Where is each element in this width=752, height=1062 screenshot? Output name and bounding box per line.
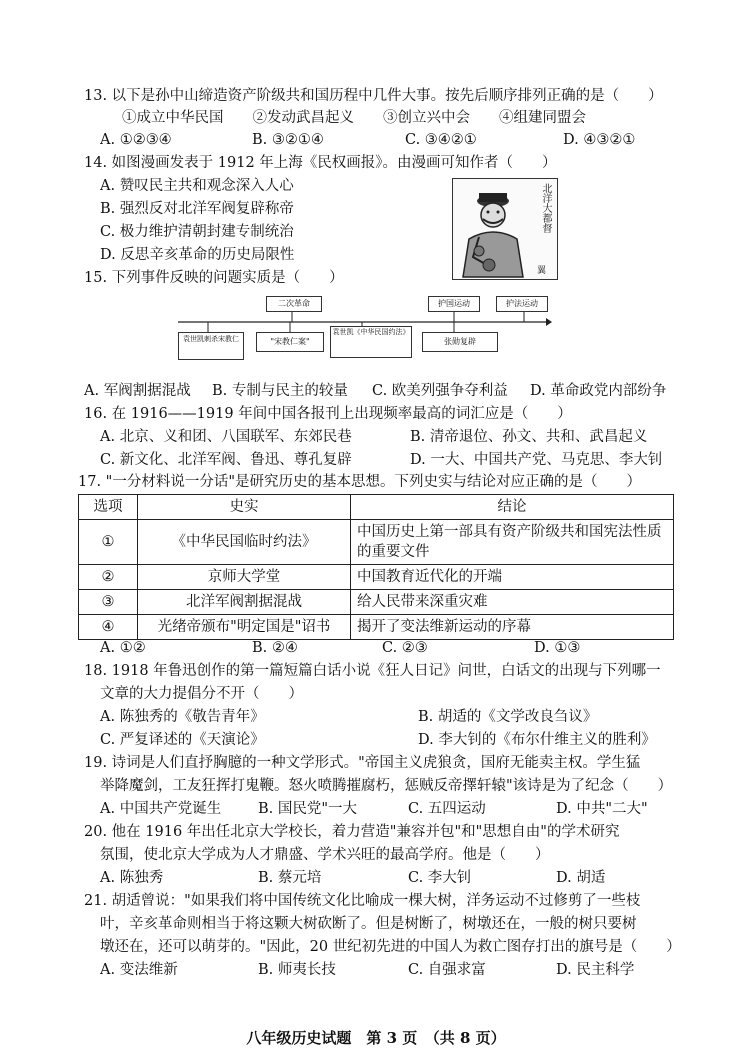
table-cell-no: ① — [79, 520, 138, 565]
q21-stem-line-2: 叶，辛亥革命则相当于将这颗大树砍断了。但是树断了，树墩还在，一般的树只要树 — [100, 916, 637, 932]
q18-option-b: B. 胡适的《文学改良刍议》 — [418, 709, 598, 725]
table-header-fact: 史实 — [138, 495, 351, 520]
q20-option-a: A. 陈独秀 — [100, 870, 164, 886]
timeline-event-constitution: 袁世凯《中华民国约法》 — [330, 326, 412, 358]
table-header-option: 选项 — [79, 495, 138, 520]
q17-option-c: C. ②③ — [382, 640, 428, 656]
timeline-event-protect-nation: 护国运动 — [428, 296, 480, 312]
q16-option-d: D. 一大、中国共产党、马克思、李大钊 — [410, 452, 663, 468]
q17-option-d: D. ①③ — [534, 640, 581, 656]
page-footer: 八年级历史试题 第 3 页 （共 8 页） — [246, 1029, 506, 1047]
cartoon-caption: 北洋大都督 — [540, 183, 551, 233]
q18-option-c: C. 严复译述的《天演论》 — [100, 732, 265, 748]
q21-stem-line-3: 墩还在，还可以萌芽的。"因此，20 世纪初先进的中国人为救亡图存打出的旗号是（ ） — [100, 939, 681, 955]
q21-option-a: A. 变法维新 — [100, 962, 178, 978]
q20-option-b: B. 蔡元培 — [258, 870, 322, 886]
q13-option-b: B. ③②①④ — [252, 132, 324, 148]
q15-option-d: D. 革命政党内部纷争 — [530, 383, 667, 399]
table-row — [79, 565, 674, 590]
q14-stem: 14. 如图漫画发表于 1912 年上海《民权画报》。由漫画可知作者（ ） — [84, 155, 557, 171]
q16-stem: 16. 在 1916——1919 年间中国各报刊上出现频率最高的词汇应是（ ） — [84, 406, 572, 422]
q19-option-c: C. 五四运动 — [408, 801, 486, 817]
q21-option-d: D. 民主科学 — [556, 962, 635, 978]
q13-items: ①成立中华民国 ②发动武昌起义 ③创立兴中会 ④组建同盟会 — [122, 110, 586, 126]
q19-option-b: B. 国民党"一大 — [258, 801, 358, 817]
table-cell-conclusion: 揭开了变法维新运动的序幕 — [351, 615, 674, 640]
table-cell-fact: 京师大学堂 — [138, 565, 351, 590]
q15-option-c: C. 欧美列强争夺利益 — [372, 383, 508, 399]
table-cell-no: ③ — [79, 590, 138, 615]
q15-option-a: A. 军阀割据混战 — [84, 383, 191, 399]
q15-timeline — [172, 290, 552, 360]
q19-stem-line-2: 举降魔剑，工友狂挥打鬼鞭。怒火喷腾摧腐朽，惩贼反帝擇轩辕"该诗是为了纪念（ ） — [100, 778, 673, 794]
q14-option-a: A. 赞叹民主共和观念深入人心 — [100, 178, 294, 194]
q17-option-b: B. ②④ — [252, 640, 298, 656]
q18-stem-line-2: 文章的大力提倡分不开（ ） — [100, 686, 303, 702]
table-row — [79, 590, 674, 615]
q20-option-c: C. 李大钊 — [408, 870, 472, 886]
table-header-conclusion: 结论 — [351, 495, 674, 520]
timeline-event-protect-law: 护法运动 — [496, 296, 548, 312]
cartoon-signature: 翼 — [537, 266, 547, 276]
timeline-event-assassination: 袁世凯刺杀宋教仁 — [178, 332, 244, 360]
q13-option-c: C. ③④②① — [405, 132, 477, 148]
q20-option-d: D. 胡适 — [556, 870, 606, 886]
q19-option-d: D. 中共"二大" — [556, 801, 648, 817]
table-row — [79, 520, 674, 565]
q21-stem-line-1: 21. 胡适曾说："如果我们将中国传统文化比喻成一棵大树，洋务运动不过修剪了一些枝 — [84, 893, 641, 909]
table-cell-no: ② — [79, 565, 138, 590]
q19-stem-line-1: 19. 诗词是人们直抒胸臆的一种文学形式。"帝国主义虎狼贪，国府无能卖主权。学生猛 — [84, 755, 641, 771]
table-cell-conclusion — [351, 520, 674, 565]
q18-stem-line-1: 18. 1918 年鲁迅创作的第一篇短篇白话小说《狂人日记》问世，白话文的出现与下列哪一 — [84, 663, 661, 679]
q18-option-a: A. 陈独秀的《敬告青年》 — [100, 709, 265, 725]
q16-option-a: A. 北京、义和团、八国联军、东郊民巷 — [100, 429, 352, 445]
table-cell-conclusion: 给人民带来深重灾难 — [351, 590, 674, 615]
table-cell-fact: 北洋军阀割据混战 — [138, 590, 351, 615]
q20-stem-line-2: 氛围，使北京大学成为人才鼎盛、学术兴旺的最高学府。他是（ ） — [100, 847, 550, 863]
table-row — [79, 615, 674, 640]
timeline-event-restoration: 张勋复辟 — [422, 332, 498, 352]
q18-option-d: D. 李大钊的《布尔什维主义的胜利》 — [418, 732, 656, 748]
q13-option-a: A. ①②③④ — [100, 132, 172, 148]
table-header-row — [79, 495, 674, 520]
q21-option-b: B. 师夷长技 — [258, 962, 336, 978]
conclusion-line-1: 中国历史上第一部具有资产阶级共和国宪法性质 — [357, 524, 662, 540]
timeline-event-song-case: "宋教仁案" — [256, 332, 324, 352]
conclusion-line-2: 的重要文件 — [357, 544, 430, 560]
table-cell-fact: 《中华民国临时约法》 — [138, 520, 351, 565]
q16-option-b: B. 清帝退位、孙文、共和、武昌起义 — [410, 429, 648, 445]
q15-option-b: B. 专制与民主的较量 — [212, 383, 348, 399]
q14-option-c: C. 极力维护清朝封建专制统治 — [100, 224, 294, 240]
q14-option-b: B. 强烈反对北洋军阀复辟称帝 — [100, 201, 294, 217]
q13-stem: 13. 以下是孙中山缔造资产阶级共和国历程中几件大事。按先后顺序排列正确的是（ ） — [84, 88, 663, 104]
q14-option-d: D. 反思辛亥革命的历史局限性 — [100, 247, 295, 263]
table-cell-fact: 光绪帝颁布"明定国是"诏书 — [138, 615, 351, 640]
q13-option-d: D. ④③②① — [563, 132, 636, 148]
q14-cartoon-image — [452, 178, 558, 280]
q19-option-a: A. 中国共产党诞生 — [100, 801, 222, 817]
table-cell-conclusion: 中国教育近代化的开端 — [351, 565, 674, 590]
q15-stem: 15. 下列事件反映的问题实质是（ ） — [84, 270, 344, 286]
timeline-event-second-revolution: 二次革命 — [266, 296, 322, 312]
q17-stem: 17. "一分材料说一分话"是研究历史的基本思想。下列史实与结论对应正确的是（ ） — [78, 474, 642, 490]
q17-option-a: A. ①② — [100, 640, 146, 656]
q17-table — [78, 494, 674, 640]
q20-stem-line-1: 20. 他在 1916 年出任北京大学校长，着力营造"兼容并包"和"思想自由"的学术研究 — [84, 824, 620, 840]
q21-option-c: C. 自强求富 — [408, 962, 486, 978]
q16-option-c: C. 新文化、北洋军阀、鲁迅、尊孔复辟 — [100, 452, 352, 468]
table-cell-no: ④ — [79, 615, 138, 640]
